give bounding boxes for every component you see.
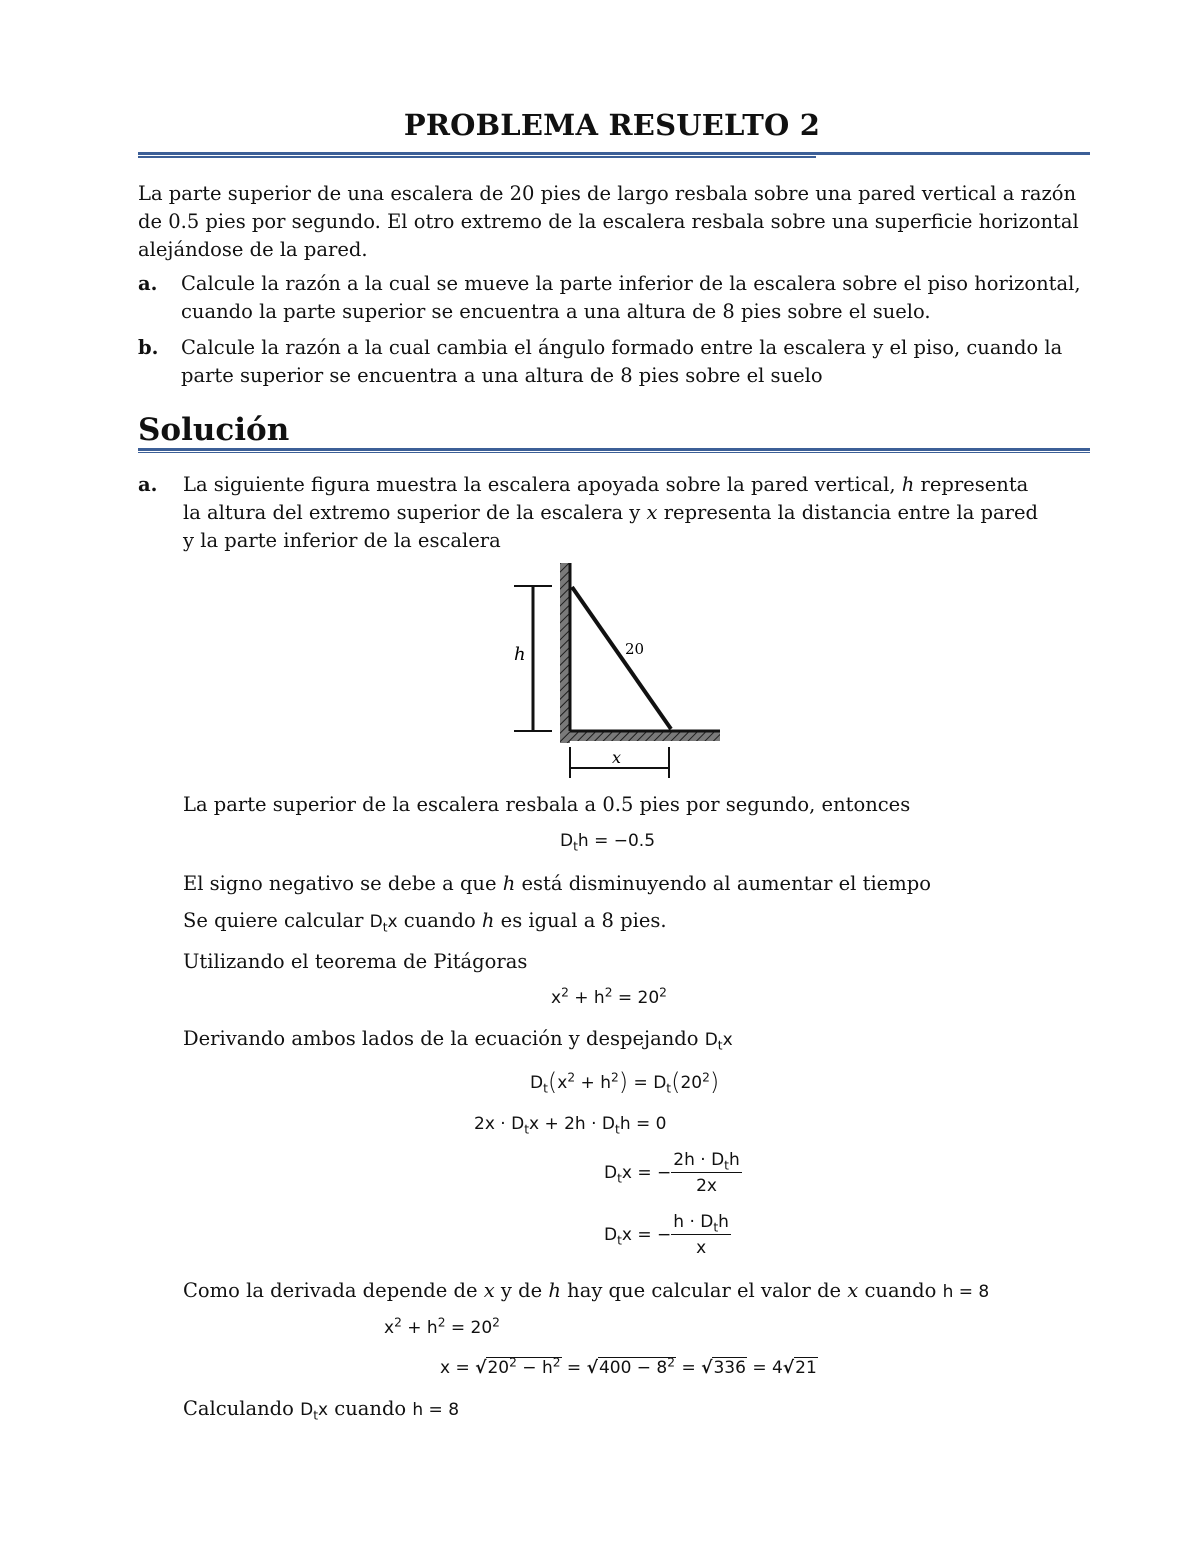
part-b-line-2: parte superior se encuentra a una altura de 8 pies sobre el suelo: [181, 364, 823, 387]
solution-step-3: Se quiere calcular $D_tx$ cuando h es igual a 8 pies.: [183, 909, 667, 935]
h-label: h: [514, 644, 526, 665]
ladder-length-label: 20: [625, 640, 645, 658]
ladder-figure: [500, 555, 740, 785]
ladder-line: [572, 587, 671, 729]
solution-step-6: Como la derivada depende de x y de h hay que calcular el valor de x cuando h = 8: [183, 1279, 990, 1302]
solution-step-4: Utilizando el teorema de Pitágoras: [183, 950, 528, 973]
equation-dtx-fraction-1: $D_tx$ = − $\frac{2h \cdot D_th}{2x}$: [604, 1150, 740, 1196]
equation-x-value: $x = √20^2 - h^2 = √400 - 8^2 = √336 = 4√21$: [440, 1355, 817, 1378]
equation-dth: $D_th = -0.5$: [560, 831, 656, 854]
solution-intro-2: la altura del extremo superior de la escalera y x representa la distancia entre la pared: [183, 501, 1038, 524]
part-b-line-1: Calcule la razón a la cual cambia el ángulo formado entre la escalera y el piso, cuando la: [181, 336, 1063, 359]
title-underline: [138, 152, 1090, 155]
equation-pythagoras: $x^2 + h^2 = 20^2$: [551, 985, 667, 1008]
equation-derivative-both-sides: $D_t(x^2 + h^2) = D_t(20^2)$: [530, 1068, 720, 1096]
statement-line-3: alejándose de la pared.: [138, 238, 368, 261]
solution-step-2: El signo negativo se debe a que h está disminuyendo al aumentar el tiempo: [183, 872, 931, 895]
part-a-line-1: Calcule la razón a la cual se mueve la parte inferior de la escalera sobre el piso horizontal,: [181, 272, 1081, 295]
statement-line-1: La parte superior de una escalera de 20 pies de largo resbala sobre una pared vertical a razón: [138, 182, 1077, 205]
title-underline-accent: [138, 156, 816, 158]
equation-implicit-derivative: $2x \cdot D_tx + 2h \cdot D_th = 0$: [474, 1114, 667, 1137]
x-label: x: [612, 748, 622, 767]
part-a-label: a.: [138, 272, 158, 295]
equation-dtx-fraction-2: $D_tx$ = − $\frac{h \cdot D_th}{x}$: [604, 1212, 729, 1258]
part-b-label: b.: [138, 336, 159, 359]
solution-a-label: a.: [138, 473, 158, 496]
solution-intro-1: La siguiente figura muestra la escalera apoyada sobre la pared vertical, h representa: [183, 473, 1029, 496]
part-a-line-2: cuando la parte superior se encuentra a una altura de 8 pies sobre el suelo.: [181, 300, 931, 323]
equation-pythagoras-2: $x^2 + h^2 = 20^2$: [384, 1315, 500, 1338]
solution-underline-thin: [138, 452, 1090, 453]
statement-line-2: de 0.5 pies por segundo. El otro extremo de la escalera resbala sobre una superficie horizontal: [138, 210, 1079, 233]
solution-heading: Solución: [138, 412, 290, 448]
solution-step-5: Derivando ambos lados de la ecuación y despejando $D_tx$: [183, 1027, 733, 1053]
solution-step-7: Calculando $D_tx$ cuando h = 8: [183, 1397, 460, 1423]
solution-step-1: La parte superior de la escalera resbala a 0.5 pies por segundo, entonces: [183, 793, 911, 816]
page-title: PROBLEMA RESUELTO 2: [403, 108, 821, 142]
solution-underline: [138, 448, 1090, 451]
solution-intro-3: y la parte inferior de la escalera: [183, 529, 501, 552]
